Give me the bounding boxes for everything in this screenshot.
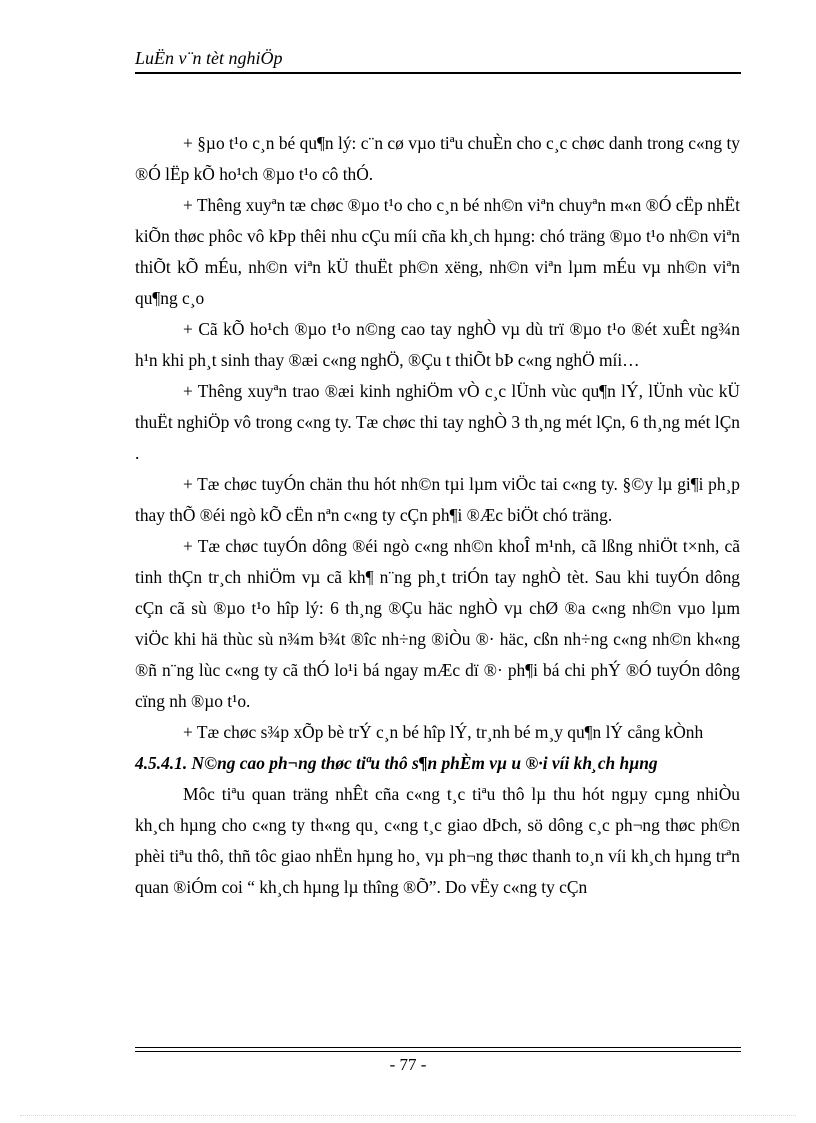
running-header-title: LuËn v¨n tèt nghiÖp [135, 48, 283, 68]
paragraph-4: + Thêng xuyªn trao ®æi kinh nghiÖm vÒ c¸c lÜnh vùc qu¶n lÝ, lÜnh vùc kÜ thuËt nghiÖp vô trong c«ng ty. Tæ chøc thi tay nghÒ 3 th¸ng mét lÇn, 6 th¸ng mét lÇn . [135, 381, 740, 463]
footer-rule-top [135, 1047, 741, 1048]
footer-rule-bottom [135, 1051, 741, 1052]
paragraph-5: + Tæ chøc tuyÓn chän thu hót nh©n tµi lµm viÖc tai c«ng ty. §©y lµ gi¶i ph¸p thay thÕ ®éi ngò kÕ cËn nªn c«ng ty cÇn ph¶i ®Æc biÖt chó träng. [135, 474, 740, 525]
paragraph-1: + §µo t¹o c¸n bé qu¶n lý: c¨n cø vµo tiªu chuÈn cho c¸c chøc danh trong c«ng ty ®Ó lËp kÕ ho¹ch ®µo t¹o cô thÓ. [135, 133, 740, 184]
header-rule [135, 72, 741, 74]
paragraph-6: + Tæ chøc tuyÓn dông ®éi ngò c«ng nh©n khoÎ m¹nh, cã lßng nhiÖt t×nh, cã tinh thÇn tr¸ch nhiÖm vµ cã kh¶ n¨ng ph¸t triÓn tay nghÒ tèt. Sau khi tuyÓn dông cÇn cã sù ®µo t¹o hîp lý: 6 th¸ng ®Çu häc nghÒ vµ chØ ®a c«ng nh©n vµo lµm viÖc khi hä thùc sù n¾m b¾t ®îc nh÷ng ®iÒu ®· häc, cßn nh÷ng c«ng nh©n kh«ng ®ñ n¨ng lùc c«ng ty cã thÓ lo¹i bá ngay mÆc dï ®· ph¶i bá chi phÝ ®Ó tuyÓn dông cïng nh ®µo t¹o. [135, 536, 740, 711]
paragraph-8: Môc tiªu quan träng nhÊt cña c«ng t¸c tiªu thô lµ thu hót ngµy cµng nhiÒu kh¸ch hµng cho c«ng ty th«ng qu¸ c«ng t¸c giao dÞch, sö dông c¸c ph¬ng thøc ph©n phèi tiªu thô, thñ tôc giao nhËn hµng ho¸ vµ ph¬ng thøc thanh to¸n víi kh¸ch hµng trªn quan ®iÓm coi “ kh¸ch hµng lµ thîng ®Õ”. Do vËy c«ng ty cÇn [135, 784, 740, 897]
paragraph-3: + Cã kÕ ho¹ch ®µo t¹o n©ng cao tay nghÒ vµ dù trï ®µo t¹o ®ét xuÊt ng¾n h¹n khi ph¸t sinh thay ®æi c«ng nghÖ, ®Çu t thiÕt bÞ c«ng nghÖ míi… [135, 319, 740, 370]
paragraph-2: + Thêng xuyªn tæ chøc ®µo t¹o cho c¸n bé nh©n viªn chuyªn m«n ®Ó cËp nhËt kiÕn thøc phôc vô kÞp thêi nhu cÇu míi cña kh¸ch hµng: chó träng ®µo t¹o nh©n viªn thiÕt kÕ mÉu, nh©n viªn kÜ thuËt ph©n xëng, nh©n viªn lµm mÉu vµ nh©n viªn qu¶ng c¸o [135, 195, 740, 308]
page-boundary-dotted-line [20, 1115, 796, 1116]
section-heading: 4.5.4.1. N©ng cao ph¬ng thøc tiªu thô s¶n phÈm vµ u ®·i víi kh¸ch hµng [135, 753, 658, 773]
body-text [135, 128, 740, 903]
page-number: - 77 - [389, 1055, 427, 1074]
paragraph-7: + Tæ chøc s¾p xÕp bè trÝ c¸n bé hîp lÝ, tr¸nh bé m¸y qu¶n lÝ cång kÒnh [183, 722, 704, 742]
